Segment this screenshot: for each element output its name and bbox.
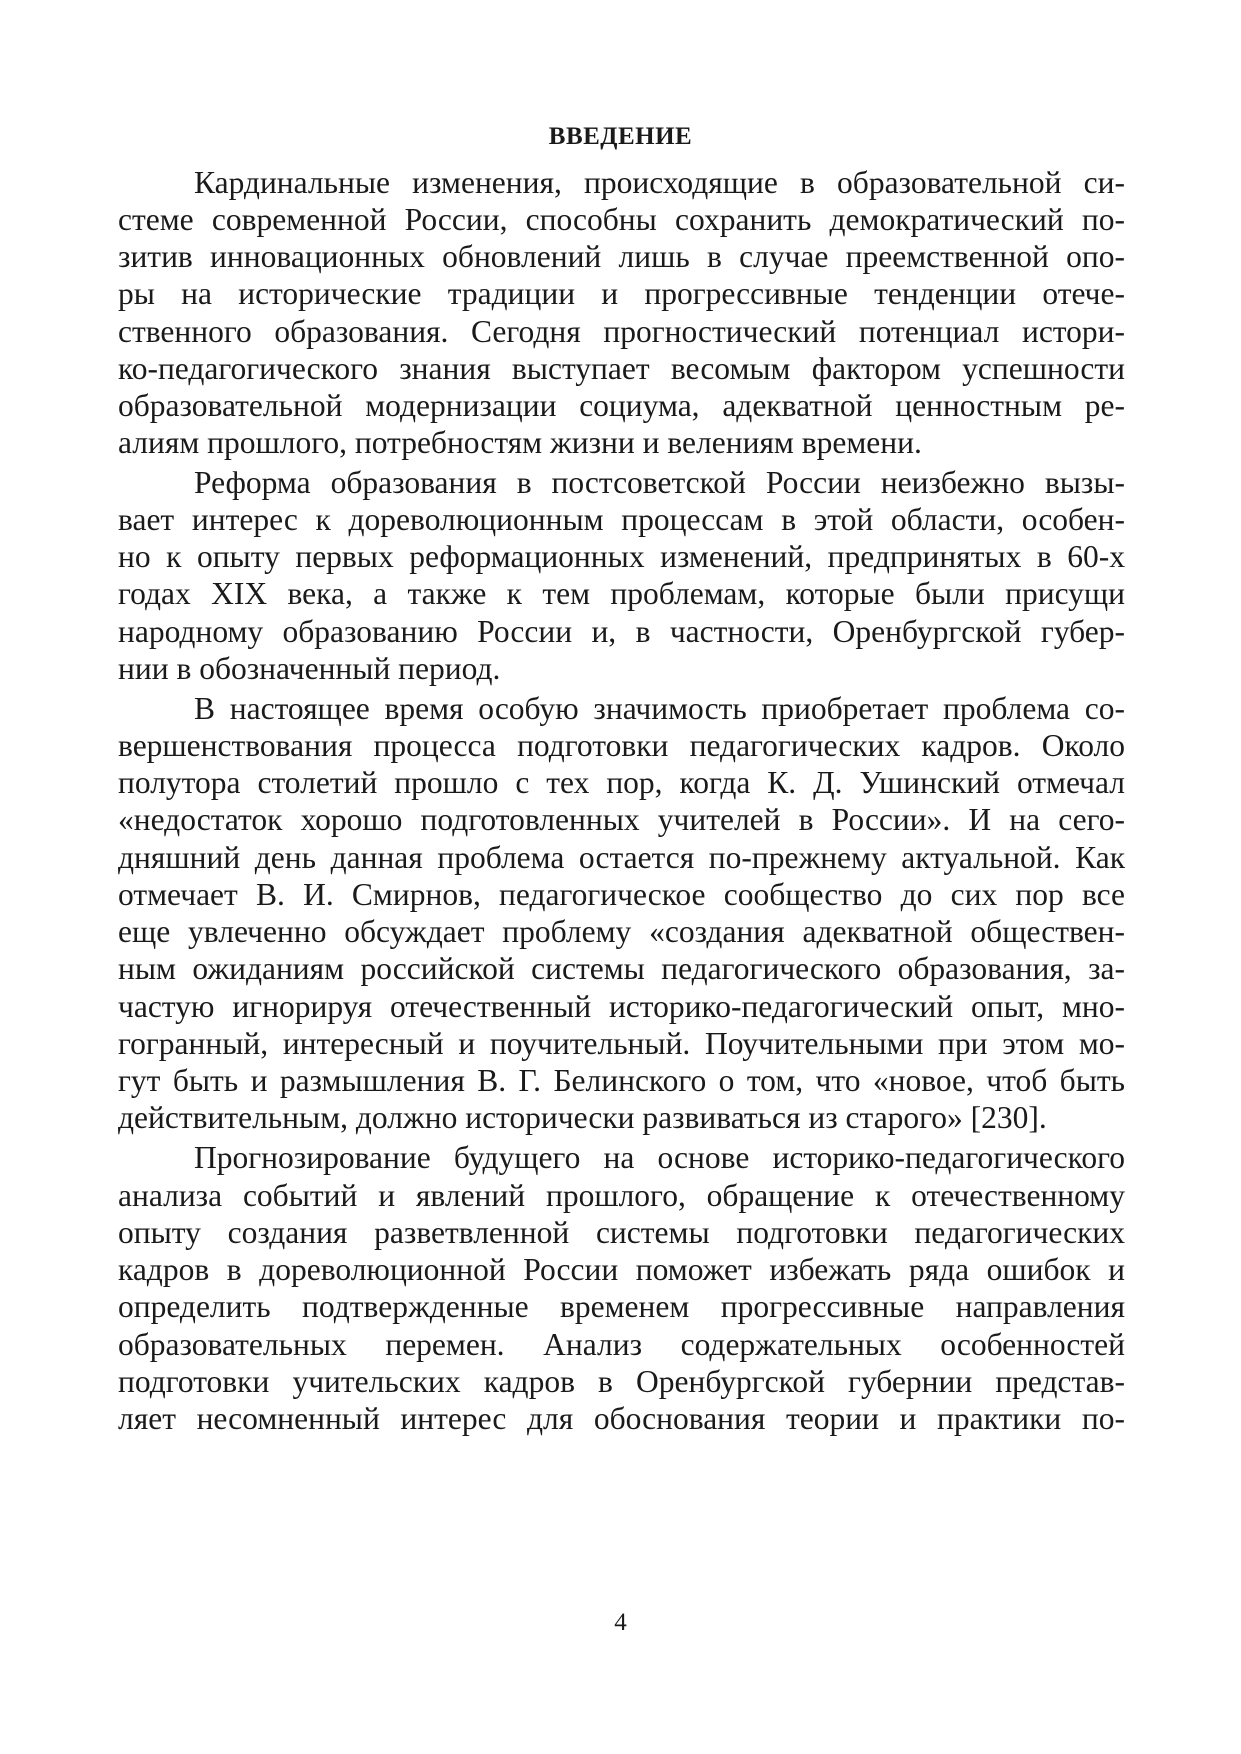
paragraph-4-line-1: Прогнозирование будущего на основе историко-педагогического [194, 1140, 1125, 1175]
paragraph-3-line-7: еще увлеченно обсуждает проблему «создания адекватной обществен- [118, 914, 1125, 949]
paragraph-1-line-3: зитив инновационных обновлений лишь в случае преемственной опо- [118, 239, 1125, 274]
paragraph-4-line-4: кадров в дореволюционной России поможет избежать ряда ошибок и [118, 1252, 1125, 1287]
paragraph-3-line-10: гогранный, интересный и поучительный. Поучительными при этом мо- [118, 1026, 1125, 1061]
paragraph-2-line-2: вает интерес к дореволюционным процессам в этой области, особен- [118, 502, 1125, 537]
paragraph-1-line-7: образовательной модернизации социума, адекватной ценностным ре- [118, 388, 1125, 423]
paragraph-3-line-5: дняшний день данная проблема остается по-прежнему актуальной. Как [118, 840, 1125, 875]
paragraph-4-line-5: определить подтвержденные временем прогрессивные направления [118, 1289, 1125, 1324]
paragraph-1-line-1: Кардинальные изменения, происходящие в образовательной си- [194, 165, 1125, 200]
page-number: 4 [614, 1609, 627, 1636]
paragraph-3-line-12: действительным, должно исторически развиваться из старого» [230]. [118, 1100, 1047, 1135]
paragraph-2-line-6: нии в обозначенный период. [118, 651, 501, 686]
paragraph-3-line-8: ным ожиданиям российской системы педагогического образования, за- [118, 951, 1125, 986]
paragraph-2-line-3: но к опыту первых реформационных изменений, предпринятых в 60-х [118, 539, 1125, 574]
paragraph-3-line-11: гут быть и размышления В. Г. Белинского о том, что «новое, чтоб быть [118, 1063, 1125, 1098]
paragraph-1-line-2: стеме современной России, способны сохранить демократический по- [118, 202, 1125, 237]
paragraph-3-line-3: полутора столетий прошло с тех пор, когда К. Д. Ушинский отмечал [118, 765, 1125, 800]
paragraph-3-line-9: частую игнорируя отечественный историко-педагогический опыт, мно- [118, 989, 1125, 1024]
paragraph-4-line-3: опыту создания разветвленной системы подготовки педагогических [118, 1215, 1125, 1250]
paragraph-3-line-2: вершенствования процесса подготовки педагогических кадров. Около [118, 728, 1125, 763]
paragraph-1-line-4: ры на исторические традиции и прогрессивные тенденции отече- [118, 276, 1125, 311]
paragraph-4-line-8: ляет несомненный интерес для обоснования теории и практики по- [118, 1401, 1125, 1436]
page-title: ВВЕДЕНИЕ [548, 123, 693, 150]
paragraph-4-line-7: подготовки учительских кадров в Оренбургской губернии представ- [118, 1364, 1125, 1399]
paragraph-3-line-4: «недостаток хорошо подготовленных учителей в России». И на сего- [118, 802, 1125, 837]
paragraph-1-line-5: ственного образования. Сегодня прогностический потенциал истори- [118, 314, 1125, 349]
paragraph-3-line-6: отмечает В. И. Смирнов, педагогическое сообщество до сих пор все [118, 877, 1125, 912]
paragraph-3-line-1: В настоящее время особую значимость приобретает проблема со- [194, 691, 1125, 726]
paragraph-4-line-6: образовательных перемен. Анализ содержательных особенностей [118, 1327, 1125, 1362]
paragraph-2-line-1: Реформа образования в постсоветской России неизбежно вызы- [194, 465, 1125, 500]
paragraph-1-line-6: ко-педагогического знания выступает весомым фактором успешности [118, 351, 1125, 386]
paragraph-1-line-8: алиям прошлого, потребностям жизни и велениям времени. [118, 425, 922, 460]
paragraph-2-line-5: народному образованию России и, в частности, Оренбургской губер- [118, 614, 1125, 649]
paragraph-2-line-4: годах XIX века, а также к тем проблемам, которые были присущи [118, 576, 1125, 611]
paragraph-4-line-2: анализа событий и явлений прошлого, обращение к отечественному [118, 1178, 1125, 1213]
